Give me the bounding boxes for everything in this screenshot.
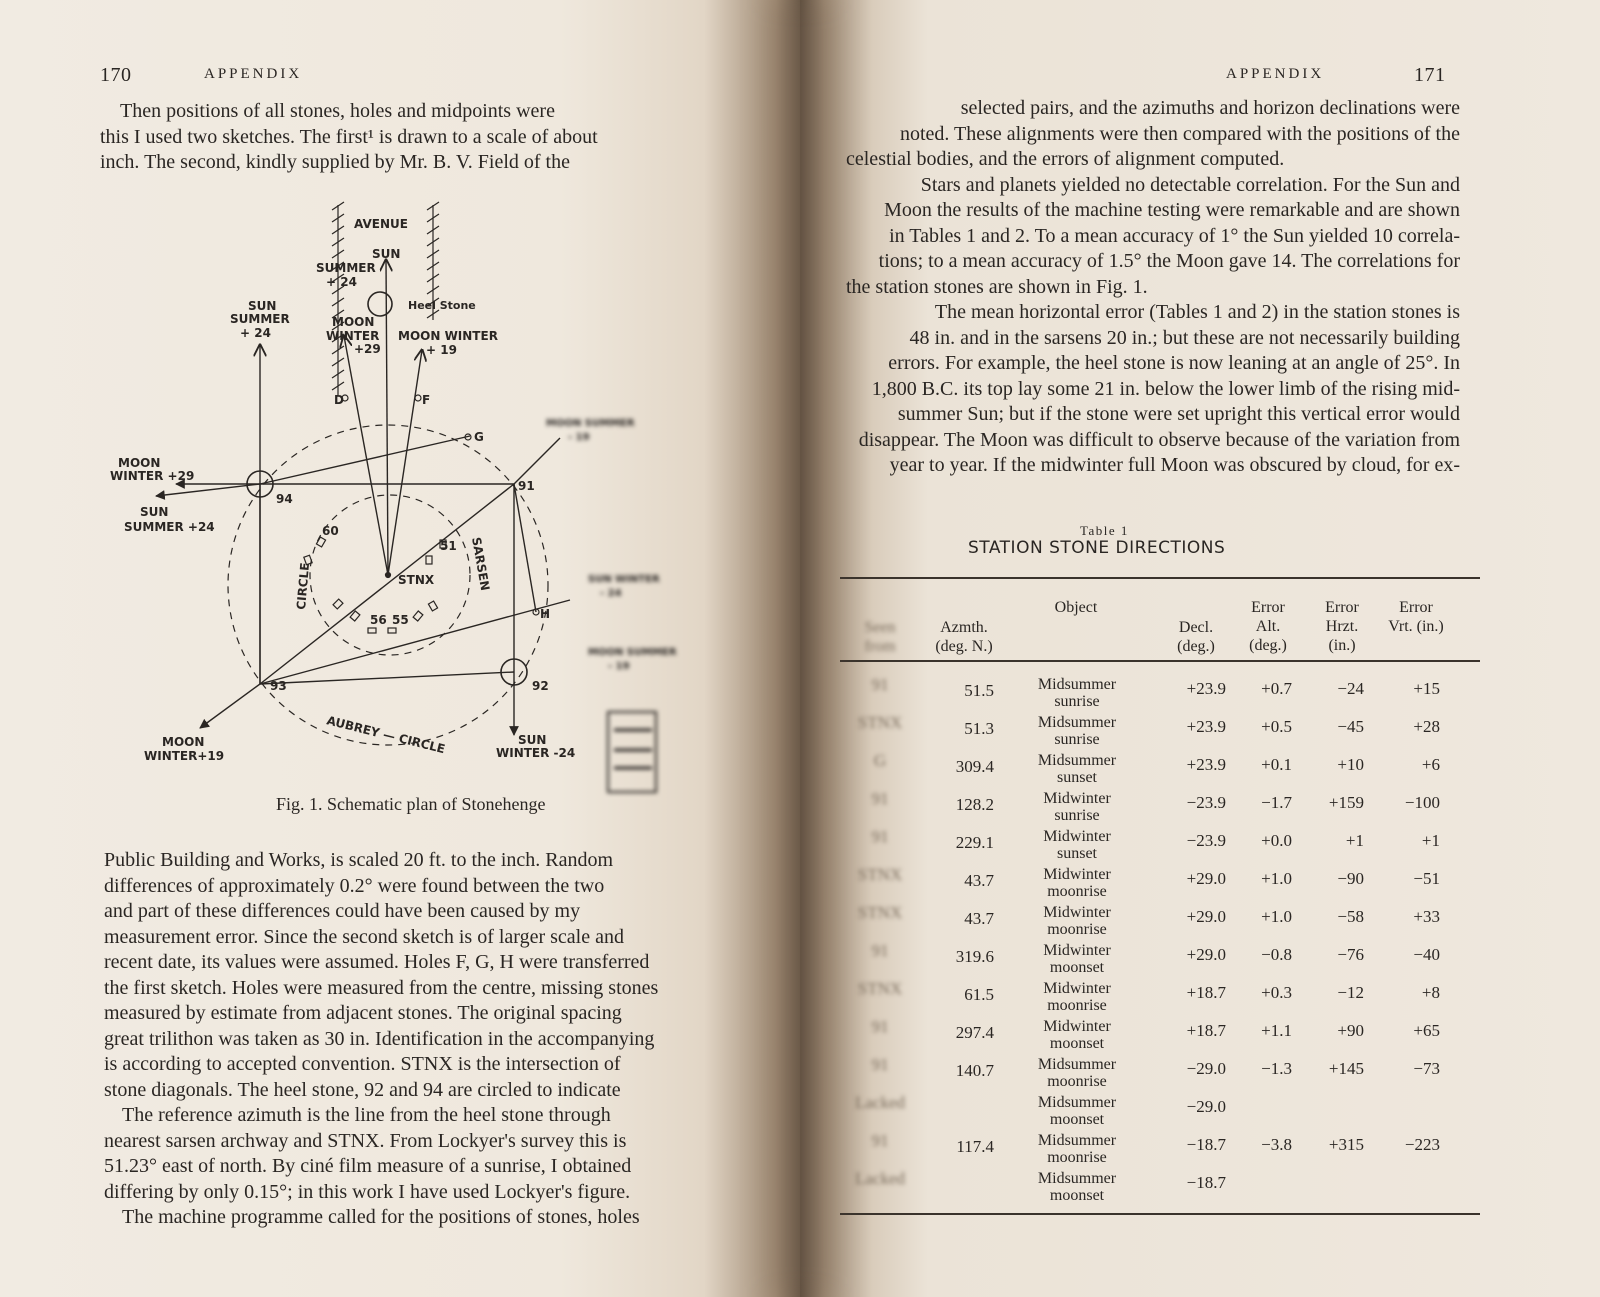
cell-error-hrzt: −45 — [1337, 717, 1364, 736]
label-hole-f: F — [422, 393, 431, 407]
cell-object-line1: Midsummer — [1037, 1132, 1117, 1149]
cell-object-line1: Midsummer — [1037, 676, 1117, 693]
text-line: is according to accepted convention. STNX is the intersection of — [104, 1053, 621, 1075]
cell-decl: −18.7 — [1186, 1173, 1226, 1192]
text-line: differences of approximately 0.2° were found between the two — [104, 874, 605, 897]
table-title: STATION STONE DIRECTIONS — [968, 538, 1226, 558]
cell-decl: +29.0 — [1186, 945, 1226, 964]
text-line: The mean horizontal error (Tables 1 and 2) in the station stones is — [934, 301, 1460, 323]
cell-error-vrt: +6 — [1421, 755, 1440, 774]
cell-object-line2: moonrise — [1047, 997, 1107, 1014]
text-line: year to year. If the midwinter full Moon was obscured by cloud, for ex- — [889, 454, 1460, 476]
cell-seen-from: Lacked — [854, 1169, 906, 1188]
cell-error-vrt: −73 — [1413, 1059, 1440, 1078]
cell-error-alt: −3.8 — [1261, 1135, 1292, 1154]
header-decl: Decl. (deg.) — [1177, 619, 1215, 655]
cell-object-line2: moonset — [1049, 1035, 1105, 1052]
cell-azimuth: 128.2 — [955, 795, 994, 814]
cell-error-hrzt: −58 — [1337, 907, 1364, 926]
cell-error-vrt: −223 — [1404, 1135, 1440, 1154]
cell-error-alt: +0.3 — [1261, 983, 1292, 1002]
header-error-hrzt: Error Hrzt. (in.) — [1325, 599, 1359, 654]
label-sun-winter-right-val: - 24 — [600, 588, 622, 599]
cell-decl: +23.9 — [1186, 755, 1226, 774]
text-line: recent date, its values were assumed. Holes F, G, H were transferred — [104, 951, 650, 973]
text-line: stone diagonals. The heel stone, 92 and 94 are circled to indicate — [104, 1078, 621, 1101]
cell-error-hrzt: −76 — [1337, 945, 1364, 964]
label-moon-winter-left-1: MOON — [118, 456, 161, 470]
label-hole-d: D — [334, 393, 344, 407]
text-line: Public Building and Works, is scaled 20 ft. to the inch. Random — [104, 849, 614, 871]
cell-object-line2: sunrise — [1054, 693, 1100, 710]
right-paragraph — [840, 96, 1460, 479]
cell-decl: +29.0 — [1186, 869, 1226, 888]
cell-seen-from: 91 — [871, 1017, 889, 1036]
cell-azimuth: 51.3 — [964, 719, 994, 738]
cell-decl: +18.7 — [1186, 983, 1226, 1002]
label-stone-91: 91 — [518, 479, 535, 493]
cell-object-line2: moonrise — [1047, 1149, 1107, 1166]
cell-error-alt: +1.1 — [1261, 1021, 1292, 1040]
cell-object-line2: sunset — [1057, 845, 1097, 862]
text-line: inch. The second, kindly supplied by Mr. B. V. Field of the — [100, 151, 570, 173]
right-page — [800, 0, 1600, 1297]
text-line: errors. For example, the heel stone is now leaning at an angle of 25°. In — [888, 352, 1460, 374]
table-top-rule — [840, 577, 1480, 579]
cell-object-line1: Midwinter — [1043, 904, 1111, 921]
cell-object-line1: Midsummer — [1037, 1094, 1117, 1111]
cell-object-line1: Midwinter — [1043, 942, 1111, 959]
cell-seen-from: 91 — [871, 941, 889, 960]
cell-seen-from: STNX — [857, 903, 903, 922]
cell-object-line2: sunrise — [1054, 807, 1100, 824]
cell-decl: −23.9 — [1186, 831, 1226, 850]
header-azimuth: Azmth. (deg. N.) — [935, 619, 993, 655]
cell-seen-from: Lacked — [854, 1093, 906, 1112]
text-line: measured by estimate from adjacent stones. The original spacing — [104, 1002, 622, 1024]
cell-object-line2: moonset — [1049, 1111, 1105, 1128]
text-line: selected pairs, and the azimuths and horizon declinations were — [960, 97, 1460, 119]
header-error-alt: Error Alt. (deg.) — [1249, 599, 1287, 654]
label-summer-top-val: + 24 — [326, 275, 357, 289]
text-line: in Tables 1 and 2. To a mean accuracy of 1° the Sun yielded 10 correla- — [889, 224, 1460, 247]
label-sarsen: SARSEN — [469, 536, 493, 592]
cell-error-vrt: +33 — [1413, 907, 1440, 926]
text-line: summer Sun; but if the stone were set upright this vertical error would — [897, 403, 1460, 425]
cell-seen-from: 91 — [871, 827, 889, 846]
book-gutter-shadow — [770, 0, 830, 1297]
text-line: differing by only 0.15°; in this work I have used Lockyer's figure. — [104, 1180, 631, 1203]
header-seen-from: Seen from — [864, 619, 896, 655]
cell-error-hrzt: −90 — [1337, 869, 1364, 888]
cell-decl: +29.0 — [1186, 907, 1226, 926]
label-moon-winter-right-2: + 19 — [426, 343, 457, 357]
label-sun-summer-left-3: + 24 — [240, 326, 271, 340]
cell-azimuth: 229.1 — [955, 833, 994, 852]
text-line: the station stones are shown in Fig. 1. — [846, 275, 1148, 298]
bottom-paragraph — [104, 848, 744, 1231]
text-line: this I used two sketches. The first¹ is drawn to a scale of about — [100, 125, 598, 148]
cell-azimuth: 43.7 — [964, 871, 994, 890]
cell-seen-from: 91 — [871, 675, 889, 694]
cell-error-hrzt: +315 — [1328, 1135, 1364, 1154]
label-moon-winter-mid-2: WINTER — [326, 329, 380, 343]
cell-azimuth: 309.4 — [955, 757, 994, 776]
table-number: Table 1 — [1080, 523, 1129, 538]
label-moon-winter-mid-3: +29 — [354, 342, 381, 356]
table-header-rule — [840, 660, 1480, 662]
label-stone-94: 94 — [276, 492, 293, 506]
cell-error-vrt: −40 — [1413, 945, 1440, 964]
cell-azimuth: 43.7 — [964, 909, 994, 928]
label-sun-winter-bottom-1: SUN — [518, 733, 547, 747]
page-number-right: 171 — [1414, 64, 1446, 86]
header-error-vrt: Error Vrt. (in.) — [1388, 599, 1444, 635]
label-sun-summer-left-b1: SUN — [140, 505, 169, 519]
cell-object-line1: Midwinter — [1043, 980, 1111, 997]
label-sun-top: SUN — [372, 247, 401, 261]
cell-error-hrzt: −12 — [1337, 983, 1364, 1002]
label-heel-stone: Heel Stone — [408, 299, 476, 312]
cell-error-vrt: +15 — [1413, 679, 1440, 698]
cell-object-line2: moonrise — [1047, 921, 1107, 938]
text-line: measurement error. Since the second sketch is of larger scale and — [104, 925, 624, 948]
label-stone-55: 55 — [392, 613, 409, 627]
cell-seen-from: STNX — [857, 979, 903, 998]
cell-error-vrt: +1 — [1421, 831, 1440, 850]
cell-decl: +23.9 — [1186, 717, 1226, 736]
cell-object-line2: moonrise — [1047, 883, 1107, 900]
label-moon-winter-mid-1: MOON — [332, 315, 375, 329]
cell-error-alt: +0.1 — [1261, 755, 1292, 774]
header-object: Object — [1054, 599, 1098, 616]
cell-object-line1: Midwinter — [1043, 828, 1111, 845]
cell-decl: +23.9 — [1186, 679, 1226, 698]
text-line: disappear. The Moon was difficult to observe because of the variation from — [858, 428, 1460, 451]
text-line: celestial bodies, and the errors of alignment computed. — [846, 148, 1285, 170]
cell-object-line1: Midwinter — [1043, 1018, 1111, 1035]
text-line: and part of these differences could have been caused by my — [104, 900, 581, 922]
text-line: the first sketch. Holes were measured from the centre, missing stones — [104, 976, 659, 999]
cell-error-alt: +0.5 — [1261, 717, 1292, 736]
cell-error-alt: +0.7 — [1261, 679, 1292, 698]
cell-decl: −18.7 — [1186, 1135, 1226, 1154]
cell-decl: −29.0 — [1186, 1059, 1226, 1078]
cell-error-vrt: −100 — [1404, 793, 1440, 812]
figure-caption: Fig. 1. Schematic plan of Stonehenge — [276, 794, 546, 814]
cell-decl: −23.9 — [1186, 793, 1226, 812]
text-line: 51.23° east of north. By ciné film measure of a sunrise, I obtained — [104, 1155, 632, 1177]
label-moon-summer-right-val: - 19 — [568, 432, 590, 443]
table-bottom-rule — [840, 1213, 1480, 1215]
cell-azimuth: 297.4 — [955, 1023, 994, 1042]
cell-error-alt: +1.0 — [1261, 907, 1292, 926]
label-sun-winter-bottom-2: WINTER -24 — [496, 746, 576, 760]
label-summer-top: SUMMER — [316, 261, 376, 275]
cell-object-line1: Midsummer — [1037, 752, 1117, 769]
top-paragraph — [100, 99, 740, 176]
blurred-label-group-2 — [588, 574, 677, 672]
cell-error-alt: +1.0 — [1261, 869, 1292, 888]
label-stone-60: 60 — [322, 524, 339, 538]
cell-error-alt: −0.8 — [1261, 945, 1292, 964]
label-sun-summer-left-1: SUN — [248, 299, 277, 313]
label-sun-summer-left-2: SUMMER — [230, 312, 290, 326]
text-line: Moon the results of the machine testing were remarkable and are shown — [884, 199, 1460, 221]
label-moon-winter-bottom-1: MOON — [162, 735, 205, 749]
cell-decl: +18.7 — [1186, 1021, 1226, 1040]
cell-object-line1: Midwinter — [1043, 790, 1111, 807]
label-moon-summer-right-2-val: - 19 — [608, 661, 630, 672]
cell-azimuth: 319.6 — [955, 947, 994, 966]
label-moon-summer-right-2: MOON SUMMER — [588, 647, 677, 658]
text-line: Stars and planets yielded no detectable correlation. For the Sun and — [920, 173, 1460, 196]
cell-error-hrzt: −24 — [1337, 679, 1364, 698]
cell-error-hrzt: +145 — [1328, 1059, 1364, 1078]
cell-error-alt: −1.7 — [1261, 793, 1292, 812]
cell-object-line1: Midwinter — [1043, 866, 1111, 883]
text-line: 48 in. and in the sarsens 20 in.; but these are not necessarily building — [909, 326, 1460, 349]
label-circle: CIRCLE — [294, 562, 313, 611]
cell-azimuth: 140.7 — [955, 1061, 994, 1080]
label-stone-92: 92 — [532, 679, 549, 693]
cell-azimuth: 61.5 — [964, 985, 994, 1004]
text-line: tions; to a mean accuracy of 1.5° the Moon gave 14. The correlations for — [878, 250, 1460, 272]
cell-error-alt: −1.3 — [1261, 1059, 1292, 1078]
cell-error-hrzt: +90 — [1337, 1021, 1364, 1040]
cell-seen-from: STNX — [857, 713, 903, 732]
sarsen-stones — [304, 395, 539, 633]
cell-error-hrzt: +159 — [1328, 793, 1364, 812]
cell-azimuth: 51.5 — [964, 681, 994, 700]
cell-object-line1: Midsummer — [1037, 1170, 1117, 1187]
cell-error-hrzt: +10 — [1337, 755, 1364, 774]
blurred-legend-box — [608, 712, 656, 792]
label-hole-h: H — [540, 607, 551, 621]
text-line: nearest sarsen archway and STNX. From Lockyer's survey this is — [104, 1129, 627, 1152]
cell-seen-from: STNX — [857, 865, 903, 884]
cell-error-vrt: +28 — [1413, 717, 1440, 736]
cell-object-line1: Midsummer — [1037, 714, 1117, 731]
label-sun-summer-left-b2: SUMMER +24 — [124, 520, 215, 534]
stonehenge-schematic-diagram — [100, 200, 677, 800]
label-stone-56: 56 — [370, 613, 387, 627]
text-line: noted. These alignments were then compared with the positions of the — [899, 122, 1460, 145]
cell-error-vrt: +8 — [1421, 983, 1440, 1002]
label-stone-93: 93 — [270, 679, 287, 693]
text-line: great trilithon was taken as 30 in. Identification in the accompanying — [104, 1027, 655, 1050]
label-sun-winter-right: SUN WINTER — [588, 574, 660, 585]
cell-object-line1: Midsummer — [1037, 1056, 1117, 1073]
cell-seen-from: 91 — [871, 1055, 889, 1074]
label-hole-g: G — [474, 430, 484, 444]
label-moon-winter-right-1: MOON WINTER — [398, 329, 498, 343]
heel-stone-marker — [368, 292, 392, 316]
text-line: Then positions of all stones, holes and midpoints were — [120, 100, 555, 122]
cell-object-line2: moonset — [1049, 959, 1105, 976]
cell-object-line2: moonrise — [1047, 1073, 1107, 1090]
running-head-right: APPENDIX — [1226, 66, 1325, 82]
cell-object-line2: moonset — [1049, 1187, 1105, 1204]
cell-seen-from: 91 — [871, 1131, 889, 1150]
cell-error-hrzt: +1 — [1345, 831, 1364, 850]
label-moon-winter-left-2: WINTER +29 — [110, 469, 195, 483]
cell-error-alt: +0.0 — [1261, 831, 1292, 850]
cell-azimuth: 117.4 — [956, 1137, 994, 1156]
label-stnx: STNX — [398, 573, 435, 587]
cell-object-line2: sunrise — [1054, 731, 1100, 748]
cell-object-line2: sunset — [1057, 769, 1097, 786]
label-moon-winter-bottom-2: WINTER+19 — [144, 749, 225, 763]
text-line: 1,800 B.C. its top lay some 21 in. below the lower limb of the rising mid- — [871, 377, 1460, 400]
text-line: The machine programme called for the positions of stones, holes — [122, 1206, 640, 1228]
cell-error-vrt: +65 — [1413, 1021, 1440, 1040]
running-head-left: APPENDIX — [204, 66, 303, 82]
page-number-left: 170 — [100, 64, 132, 86]
cell-decl: −29.0 — [1186, 1097, 1226, 1116]
label-moon-summer-right: MOON SUMMER — [546, 418, 635, 429]
cell-seen-from: 91 — [871, 789, 889, 808]
cell-seen-from: G — [873, 751, 887, 770]
text-line: The reference azimuth is the line from the heel stone through — [122, 1104, 611, 1126]
label-avenue: AVENUE — [354, 217, 408, 231]
label-aubrey-circle: AUBREY — CIRCLE — [325, 713, 447, 757]
label-stone-51: 51 — [440, 539, 457, 553]
cell-error-vrt: −51 — [1413, 869, 1440, 888]
